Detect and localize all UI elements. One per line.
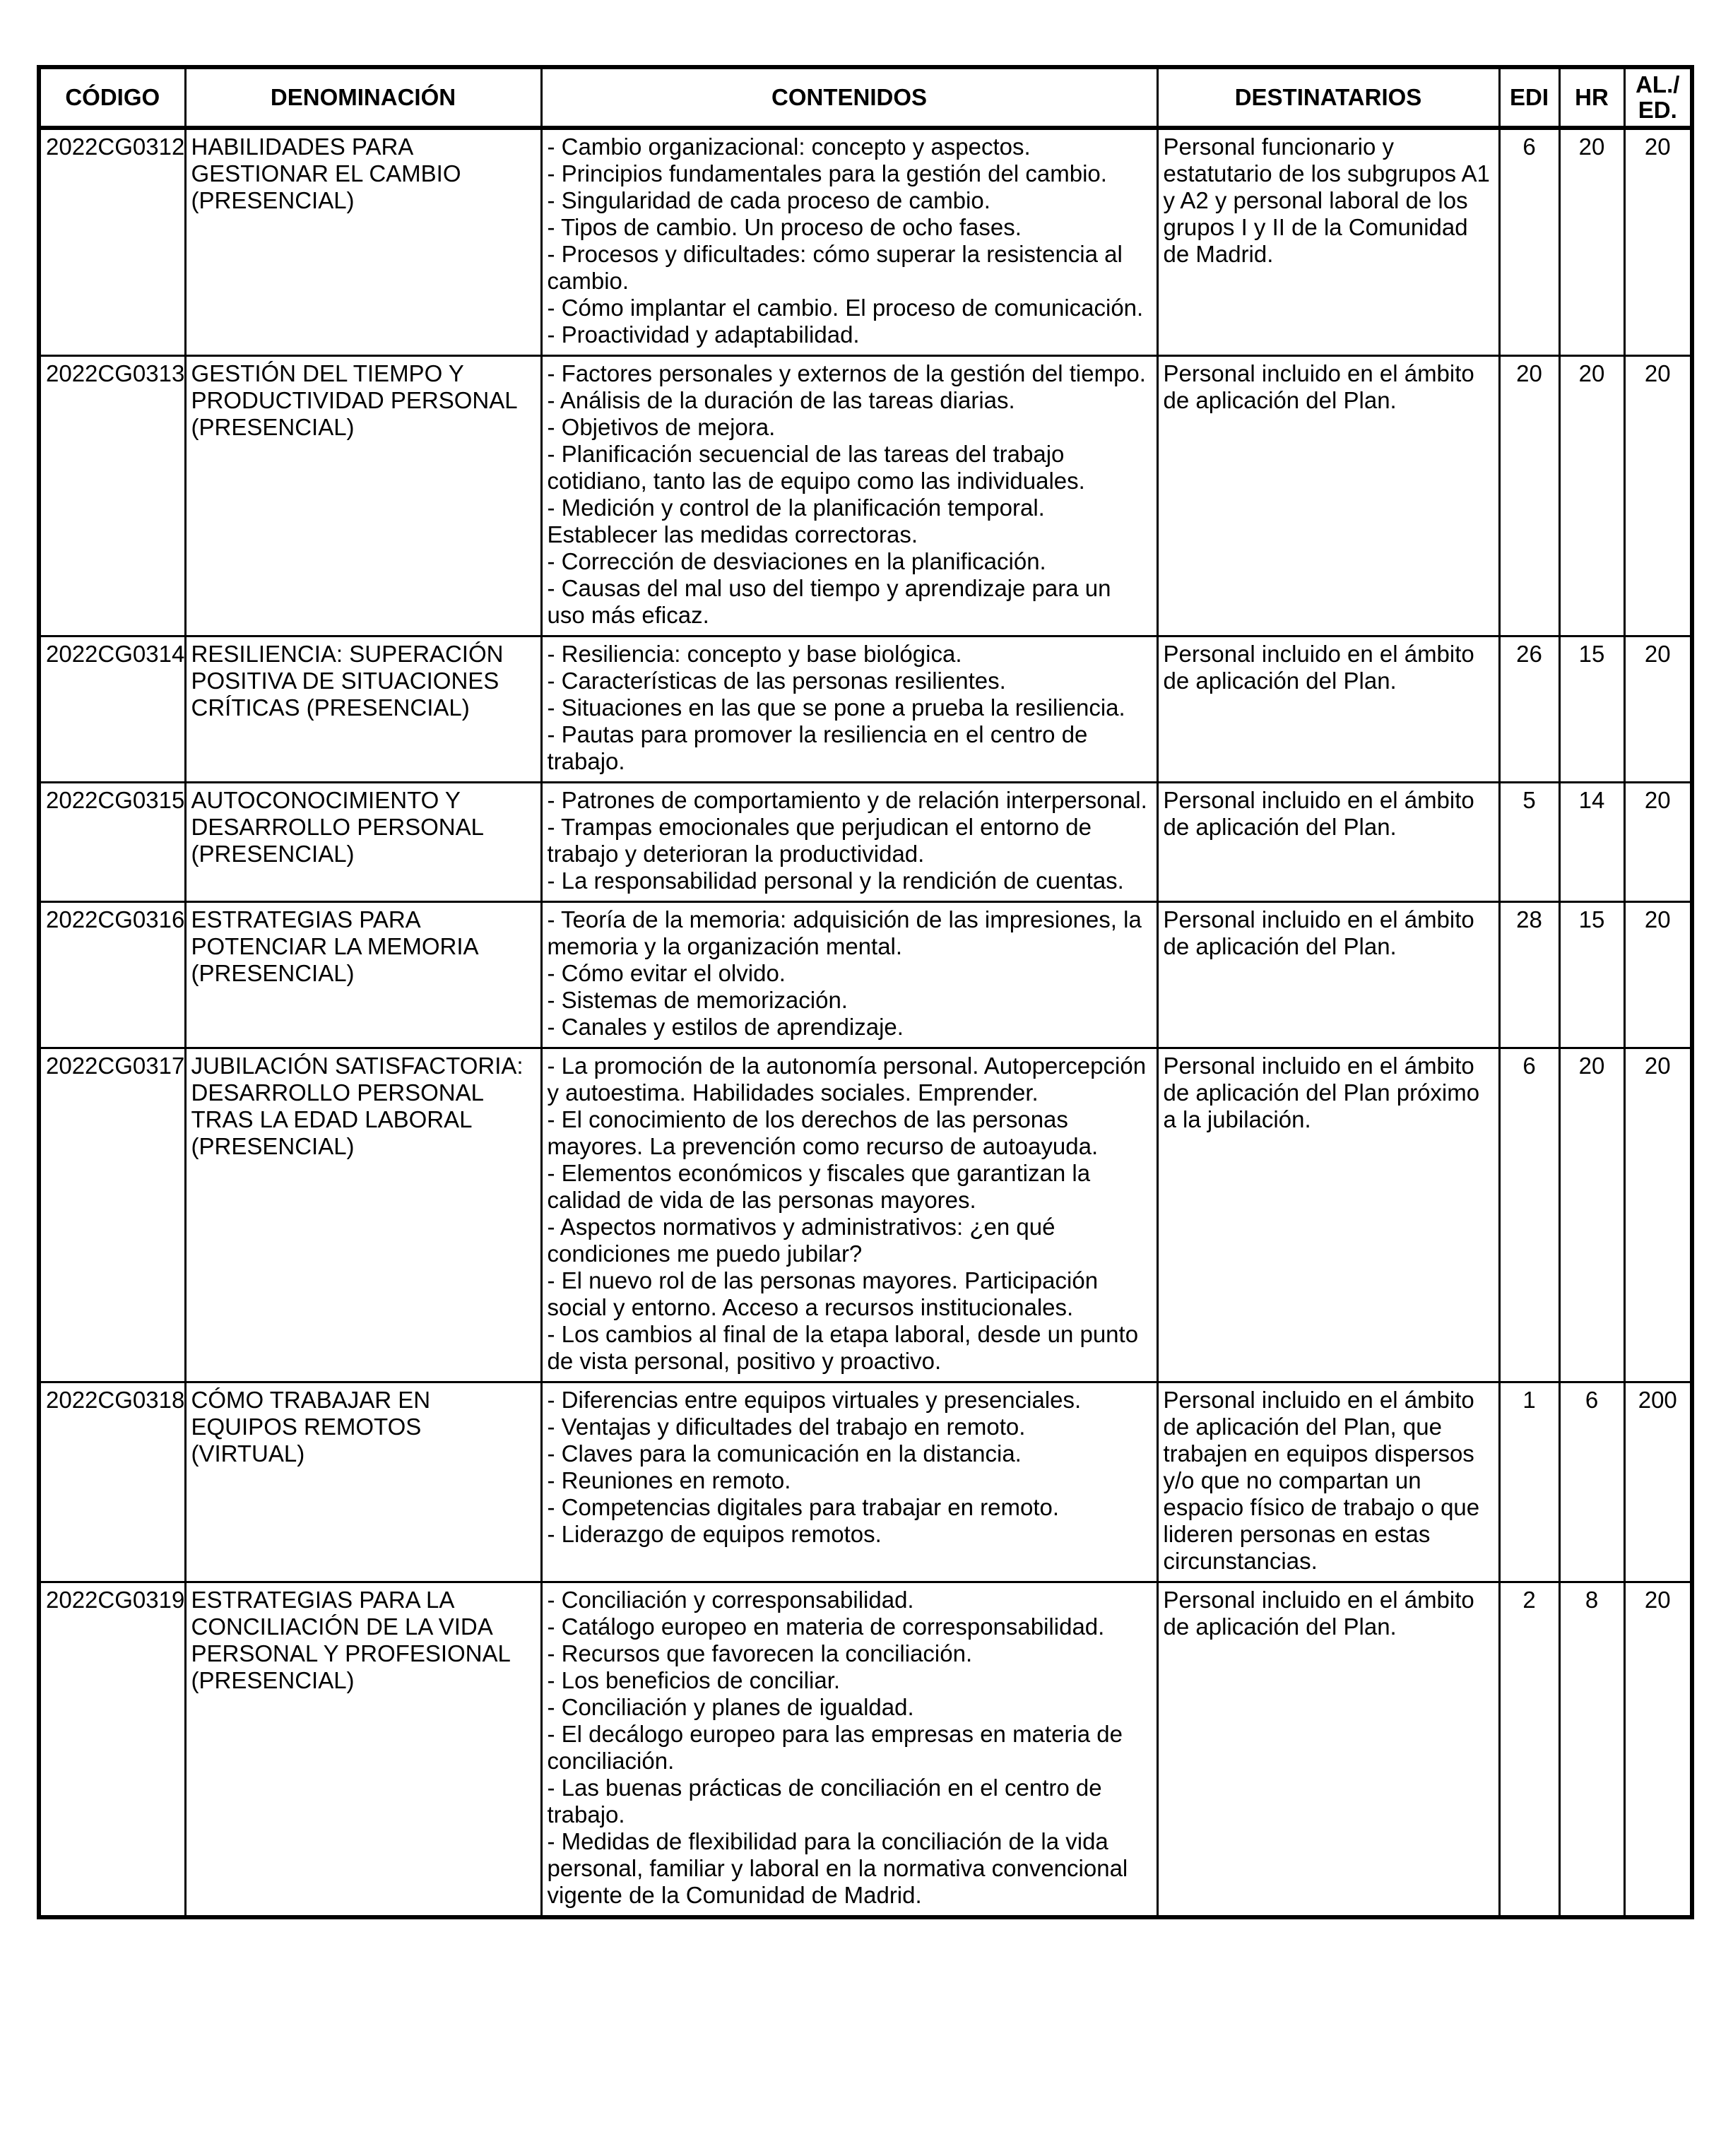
text-line: ESTRATEGIAS PARA <box>191 906 421 932</box>
courses-table <box>37 65 1694 1919</box>
text-line: social y entorno. Acceso a recursos institucionales. <box>547 1294 1074 1320</box>
text-line: - Tipos de cambio. Un proceso de ocho fases. <box>547 214 1022 240</box>
text-line: - Proactividad y adaptabilidad. <box>547 321 860 348</box>
text-line: JUBILACIÓN SATISFACTORIA: <box>191 1053 524 1079</box>
text-line: de Madrid. <box>1163 241 1274 267</box>
text-line: - Las buenas prácticas de conciliación en el centro de <box>547 1775 1102 1801</box>
hr-cell: 6 <box>1559 1382 1624 1582</box>
text-line: - Cambio organizacional: concepto y aspectos. <box>547 134 1031 160</box>
text-line: DESARROLLO PERSONAL <box>191 1079 484 1106</box>
denominacion-cell <box>185 1048 541 1382</box>
text-line: - Características de las personas resilientes. <box>547 668 1006 694</box>
text-line: - El nuevo rol de las personas mayores. Participación <box>547 1267 1099 1293</box>
al-ed-cell: 20 <box>1624 1048 1692 1382</box>
text-line: de aplicación del Plan. <box>1163 1613 1397 1640</box>
header-contenidos: CONTENIDOS <box>541 67 1157 128</box>
header-denominacion: DENOMINACIÓN <box>185 67 541 128</box>
denominacion-cell <box>185 902 541 1048</box>
text-line: vigente de la Comunidad de Madrid. <box>547 1882 922 1908</box>
text-line: - La responsabilidad personal y la rendición de cuentas. <box>547 867 1124 894</box>
denominacion-cell <box>185 1382 541 1582</box>
text-line: HABILIDADES PARA <box>191 134 414 160</box>
header-hr: HR <box>1559 67 1624 128</box>
text-line: - El conocimiento de los derechos de las personas <box>547 1106 1068 1132</box>
hr-cell: 20 <box>1559 1048 1624 1382</box>
header-al-ed: AL./ ED. <box>1624 67 1692 128</box>
contenidos-cell <box>541 128 1157 356</box>
text-line: (PRESENCIAL) <box>191 414 355 440</box>
text-line: - Factores personales y externos de la gestión del tiempo. <box>547 360 1146 386</box>
header-codigo: CÓDIGO <box>39 67 185 128</box>
text-line: - Patrones de comportamiento y de relación interpersonal. <box>547 787 1147 813</box>
text-line: POSITIVA DE SITUACIONES <box>191 668 499 694</box>
text-line: de aplicación del Plan. <box>1163 814 1397 840</box>
text-line: - Conciliación y corresponsabilidad. <box>547 1587 914 1613</box>
destinatarios-cell <box>1157 356 1499 636</box>
text-line: - Claves para la comunicación en la distancia. <box>547 1440 1022 1467</box>
hr-cell: 20 <box>1559 128 1624 356</box>
text-line: PERSONAL Y PROFESIONAL <box>191 1640 511 1666</box>
table-row <box>39 636 1692 783</box>
contenidos-cell <box>541 356 1157 636</box>
al-ed-cell: 20 <box>1624 636 1692 783</box>
text-line: conciliación. <box>547 1748 675 1774</box>
table-row <box>39 1048 1692 1382</box>
text-line: de vista personal, positivo y proactivo. <box>547 1348 942 1374</box>
denominacion-cell <box>185 128 541 356</box>
text-line: PRODUCTIVIDAD PERSONAL <box>191 387 518 413</box>
text-line: DESARROLLO PERSONAL <box>191 814 484 840</box>
text-line: ESTRATEGIAS PARA LA <box>191 1587 455 1613</box>
contenidos-cell <box>541 636 1157 783</box>
text-line: mayores. La prevención como recurso de autoayuda. <box>547 1133 1099 1159</box>
text-line: de aplicación del Plan. <box>1163 387 1397 413</box>
text-line: (PRESENCIAL) <box>191 187 355 213</box>
edi-cell: 6 <box>1499 128 1559 356</box>
al-ed-cell: 20 <box>1624 783 1692 902</box>
destinatarios-cell <box>1157 636 1499 783</box>
text-line: Personal incluido en el ámbito <box>1163 1587 1474 1613</box>
text-line: (PRESENCIAL) <box>191 1667 355 1693</box>
text-line: GESTIÓN DEL TIEMPO Y <box>191 360 464 386</box>
hr-cell: 20 <box>1559 356 1624 636</box>
text-line: cambio. <box>547 268 629 294</box>
text-line: - Planificación secuencial de las tareas del trabajo <box>547 441 1065 467</box>
table-row <box>39 783 1692 902</box>
text-line: trabajo y deterioran la productividad. <box>547 841 925 867</box>
text-line: RESILIENCIA: SUPERACIÓN <box>191 641 504 667</box>
text-line: (PRESENCIAL) <box>191 1133 355 1159</box>
text-line: CRÍTICAS (PRESENCIAL) <box>191 694 470 721</box>
text-line: - Trampas emocionales que perjudican el entorno de <box>547 814 1092 840</box>
text-line: a la jubilación. <box>1163 1106 1311 1132</box>
text-line: - Los cambios al final de la etapa laboral, desde un punto <box>547 1321 1139 1347</box>
table-row <box>39 1582 1692 1918</box>
text-line: espacio físico de trabajo o que <box>1163 1494 1480 1520</box>
table-row <box>39 128 1692 356</box>
text-line: - Objetivos de mejora. <box>547 414 776 440</box>
text-line: GESTIONAR EL CAMBIO <box>191 160 461 186</box>
header-destinatarios: DESTINATARIOS <box>1157 67 1499 128</box>
text-line: Personal incluido en el ámbito <box>1163 906 1474 932</box>
hr-cell: 14 <box>1559 783 1624 902</box>
text-line: condiciones me puedo jubilar? <box>547 1240 863 1267</box>
text-line: - Pautas para promover la resiliencia en el centro de <box>547 721 1088 747</box>
text-line: CÓMO TRABAJAR EN <box>191 1387 431 1413</box>
text-line: - Diferencias entre equipos virtuales y presenciales. <box>547 1387 1082 1413</box>
text-line: cotidiano, tanto las de equipo como las individuales. <box>547 468 1085 494</box>
al-ed-cell: 20 <box>1624 1582 1692 1918</box>
contenidos-cell <box>541 1048 1157 1382</box>
codigo-cell: 2022CG0315 <box>39 783 185 902</box>
destinatarios-cell <box>1157 783 1499 902</box>
text-line: de aplicación del Plan próximo <box>1163 1079 1480 1106</box>
text-line: uso más eficaz. <box>547 602 709 628</box>
al-ed-cell: 20 <box>1624 902 1692 1048</box>
text-line: circunstancias. <box>1163 1548 1318 1574</box>
text-line: - Situaciones en las que se pone a prueba la resiliencia. <box>547 694 1125 721</box>
text-line: - Sistemas de memorización. <box>547 987 848 1013</box>
text-line: estatutario de los subgrupos A1 <box>1163 160 1490 186</box>
text-line: - Reuniones en remoto. <box>547 1467 791 1493</box>
destinatarios-cell <box>1157 1382 1499 1582</box>
text-line: y/o que no compartan un <box>1163 1467 1421 1493</box>
text-line: - Los beneficios de conciliar. <box>547 1667 841 1693</box>
text-line: - Conciliación y planes de igualdad. <box>547 1694 914 1720</box>
al-ed-cell: 200 <box>1624 1382 1692 1582</box>
table-row <box>39 902 1692 1048</box>
text-line: trabajo. <box>547 1801 625 1828</box>
al-ed-cell: 20 <box>1624 356 1692 636</box>
text-line: - Liderazgo de equipos remotos. <box>547 1521 882 1547</box>
edi-cell: 5 <box>1499 783 1559 902</box>
text-line: (PRESENCIAL) <box>191 841 355 867</box>
text-line: - Recursos que favorecen la conciliación. <box>547 1640 973 1666</box>
edi-cell: 28 <box>1499 902 1559 1048</box>
text-line: - Corrección de desviaciones en la planificación. <box>547 548 1046 574</box>
text-line: de aplicación del Plan. <box>1163 668 1397 694</box>
text-line: Personal funcionario y <box>1163 134 1395 160</box>
text-line: y autoestima. Habilidades sociales. Emprender. <box>547 1079 1039 1106</box>
text-line: - La promoción de la autonomía personal. Autopercepción <box>547 1053 1147 1079</box>
text-line: - Cómo implantar el cambio. El proceso de comunicación. <box>547 295 1144 321</box>
text-line: - Medición y control de la planificación temporal. <box>547 494 1045 521</box>
contenidos-cell <box>541 783 1157 902</box>
hr-cell: 15 <box>1559 636 1624 783</box>
text-line: - Ventajas y dificultades del trabajo en remoto. <box>547 1414 1026 1440</box>
codigo-cell: 2022CG0318 <box>39 1382 185 1582</box>
text-line: Establecer las medidas correctoras. <box>547 521 918 547</box>
table-row <box>39 1382 1692 1582</box>
text-line: memoria y la organización mental. <box>547 933 903 959</box>
contenidos-cell <box>541 1382 1157 1582</box>
text-line: EQUIPOS REMOTOS <box>191 1414 422 1440</box>
text-line: Personal incluido en el ámbito <box>1163 1053 1474 1079</box>
text-line: trabajo. <box>547 748 625 774</box>
text-line: - Elementos económicos y fiscales que garantizan la <box>547 1160 1091 1186</box>
edi-cell: 6 <box>1499 1048 1559 1382</box>
text-line: Personal incluido en el ámbito <box>1163 360 1474 386</box>
codigo-cell: 2022CG0314 <box>39 636 185 783</box>
text-line: POTENCIAR LA MEMORIA <box>191 933 479 959</box>
text-line: - Análisis de la duración de las tareas diarias. <box>547 387 1015 413</box>
text-line: - El decálogo europeo para las empresas en materia de <box>547 1721 1123 1747</box>
destinatarios-cell <box>1157 902 1499 1048</box>
hr-cell: 8 <box>1559 1582 1624 1918</box>
edi-cell: 1 <box>1499 1382 1559 1582</box>
text-line: CONCILIACIÓN DE LA VIDA <box>191 1613 493 1640</box>
codigo-cell: 2022CG0313 <box>39 356 185 636</box>
text-line: - Resiliencia: concepto y base biológica. <box>547 641 962 667</box>
text-line: - Competencias digitales para trabajar en remoto. <box>547 1494 1060 1520</box>
text-line: - Teoría de la memoria: adquisición de las impresiones, la <box>547 906 1142 932</box>
text-line: de aplicación del Plan. <box>1163 933 1397 959</box>
text-line: - Cómo evitar el olvido. <box>547 960 786 986</box>
text-line: Personal incluido en el ámbito <box>1163 641 1474 667</box>
text-line: - Aspectos normativos y administrativos: ¿en qué <box>547 1214 1055 1240</box>
table-body <box>39 128 1692 1917</box>
codigo-cell: 2022CG0317 <box>39 1048 185 1382</box>
denominacion-cell <box>185 1582 541 1918</box>
contenidos-cell <box>541 902 1157 1048</box>
codigo-cell: 2022CG0319 <box>39 1582 185 1918</box>
edi-cell: 20 <box>1499 356 1559 636</box>
text-line: lideren personas en estas <box>1163 1521 1431 1547</box>
text-line: AUTOCONOCIMIENTO Y <box>191 787 461 813</box>
text-line: - Procesos y dificultades: cómo superar la resistencia al <box>547 241 1123 267</box>
text-line: (VIRTUAL) <box>191 1440 305 1467</box>
denominacion-cell <box>185 356 541 636</box>
codigo-cell: 2022CG0316 <box>39 902 185 1048</box>
table-header <box>39 67 1692 128</box>
text-line: grupos I y II de la Comunidad <box>1163 214 1468 240</box>
text-line: - Singularidad de cada proceso de cambio. <box>547 187 990 213</box>
header-edi: EDI <box>1499 67 1559 128</box>
hr-cell: 15 <box>1559 902 1624 1048</box>
destinatarios-cell <box>1157 1582 1499 1918</box>
table-row <box>39 356 1692 636</box>
text-line: TRAS LA EDAD LABORAL <box>191 1106 473 1132</box>
codigo-cell: 2022CG0312 <box>39 128 185 356</box>
text-line: - Causas del mal uso del tiempo y aprendizaje para un <box>547 575 1111 601</box>
text-line: personal, familiar y laboral en la normativa convencional <box>547 1855 1128 1881</box>
denominacion-cell <box>185 636 541 783</box>
denominacion-cell <box>185 783 541 902</box>
text-line: - Canales y estilos de aprendizaje. <box>547 1014 904 1040</box>
text-line: calidad de vida de las personas mayores. <box>547 1187 976 1213</box>
text-line: Personal incluido en el ámbito <box>1163 1387 1474 1413</box>
text-line: - Principios fundamentales para la gestión del cambio. <box>547 160 1107 186</box>
text-line: y A2 y personal laboral de los <box>1163 187 1468 213</box>
destinatarios-cell <box>1157 1048 1499 1382</box>
text-line: de aplicación del Plan, que <box>1163 1414 1442 1440</box>
text-line: (PRESENCIAL) <box>191 960 355 986</box>
edi-cell: 26 <box>1499 636 1559 783</box>
al-ed-cell: 20 <box>1624 128 1692 356</box>
destinatarios-cell <box>1157 128 1499 356</box>
text-line: Personal incluido en el ámbito <box>1163 787 1474 813</box>
text-line: - Medidas de flexibilidad para la conciliación de la vida <box>547 1828 1108 1854</box>
header-row <box>39 67 1692 128</box>
text-line: trabajen en equipos dispersos <box>1163 1440 1474 1467</box>
text-line: - Catálogo europeo en materia de corresponsabilidad. <box>547 1613 1105 1640</box>
edi-cell: 2 <box>1499 1582 1559 1918</box>
contenidos-cell <box>541 1582 1157 1918</box>
